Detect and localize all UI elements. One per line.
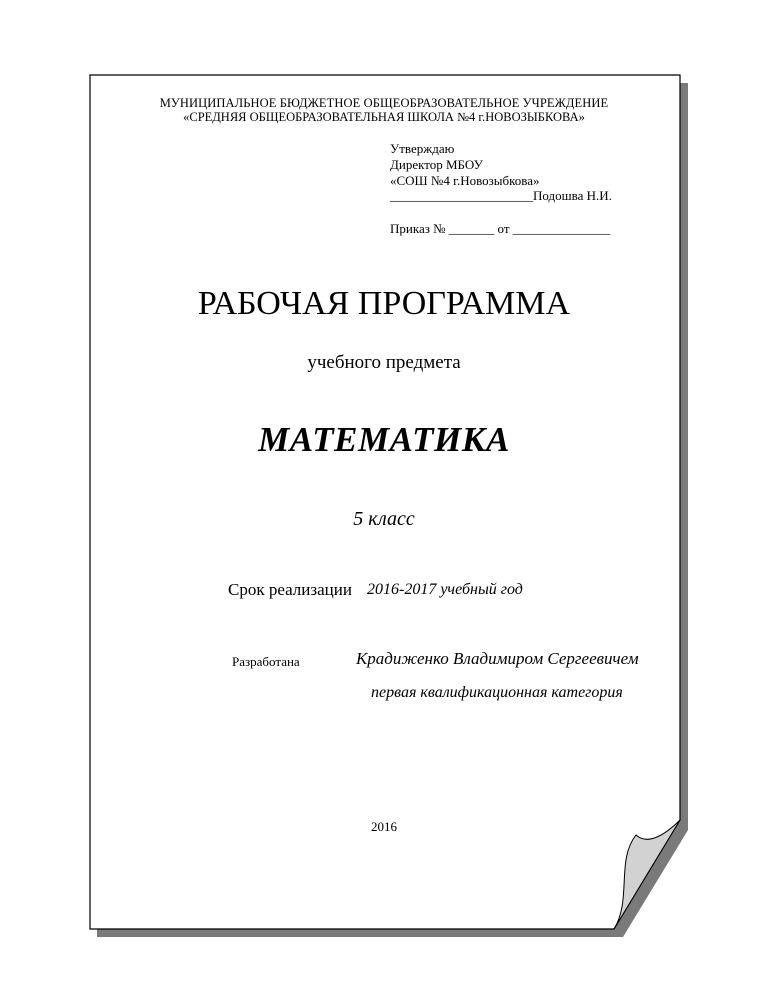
developer-category: первая квалификационная категория (371, 684, 623, 701)
developer-label: Разработана (232, 654, 300, 669)
approval-signature: ______________________Подошва Н.И. (390, 188, 612, 203)
document-subtitle: учебного предмета (307, 352, 461, 373)
subject-name: МАТЕМАТИКА (258, 420, 510, 459)
approval-position: Директор МБОУ (390, 157, 483, 172)
term-value: 2016-2017 учебный год (367, 581, 523, 598)
approval-order: Приказ № _______ от _______________ (390, 221, 611, 236)
organization-line-2: «СРЕДНЯЯ ОБЩЕОБРАЗОВАТЕЛЬНАЯ ШКОЛА №4 г.НОВОЗЫБКОВА» (183, 110, 585, 124)
organization-line-1: МУНИЦИПАЛЬНОЕ БЮДЖЕТНОЕ ОБЩЕОБРАЗОВАТЕЛЬНОЕ УЧРЕЖДЕНИЕ (159, 96, 609, 110)
document-title: РАБОЧАЯ ПРОГРАММА (197, 285, 571, 322)
approval-heading: Утверждаю (390, 141, 455, 156)
developer-name: Крадиженко Владимиром Сергеевичем (356, 649, 639, 668)
grade-level: 5 класс (353, 508, 415, 530)
approval-school: «СОШ №4 г.Новозыбкова» (390, 173, 540, 188)
document-year: 2016 (371, 819, 397, 834)
term-label: Срок реализации (228, 580, 352, 599)
